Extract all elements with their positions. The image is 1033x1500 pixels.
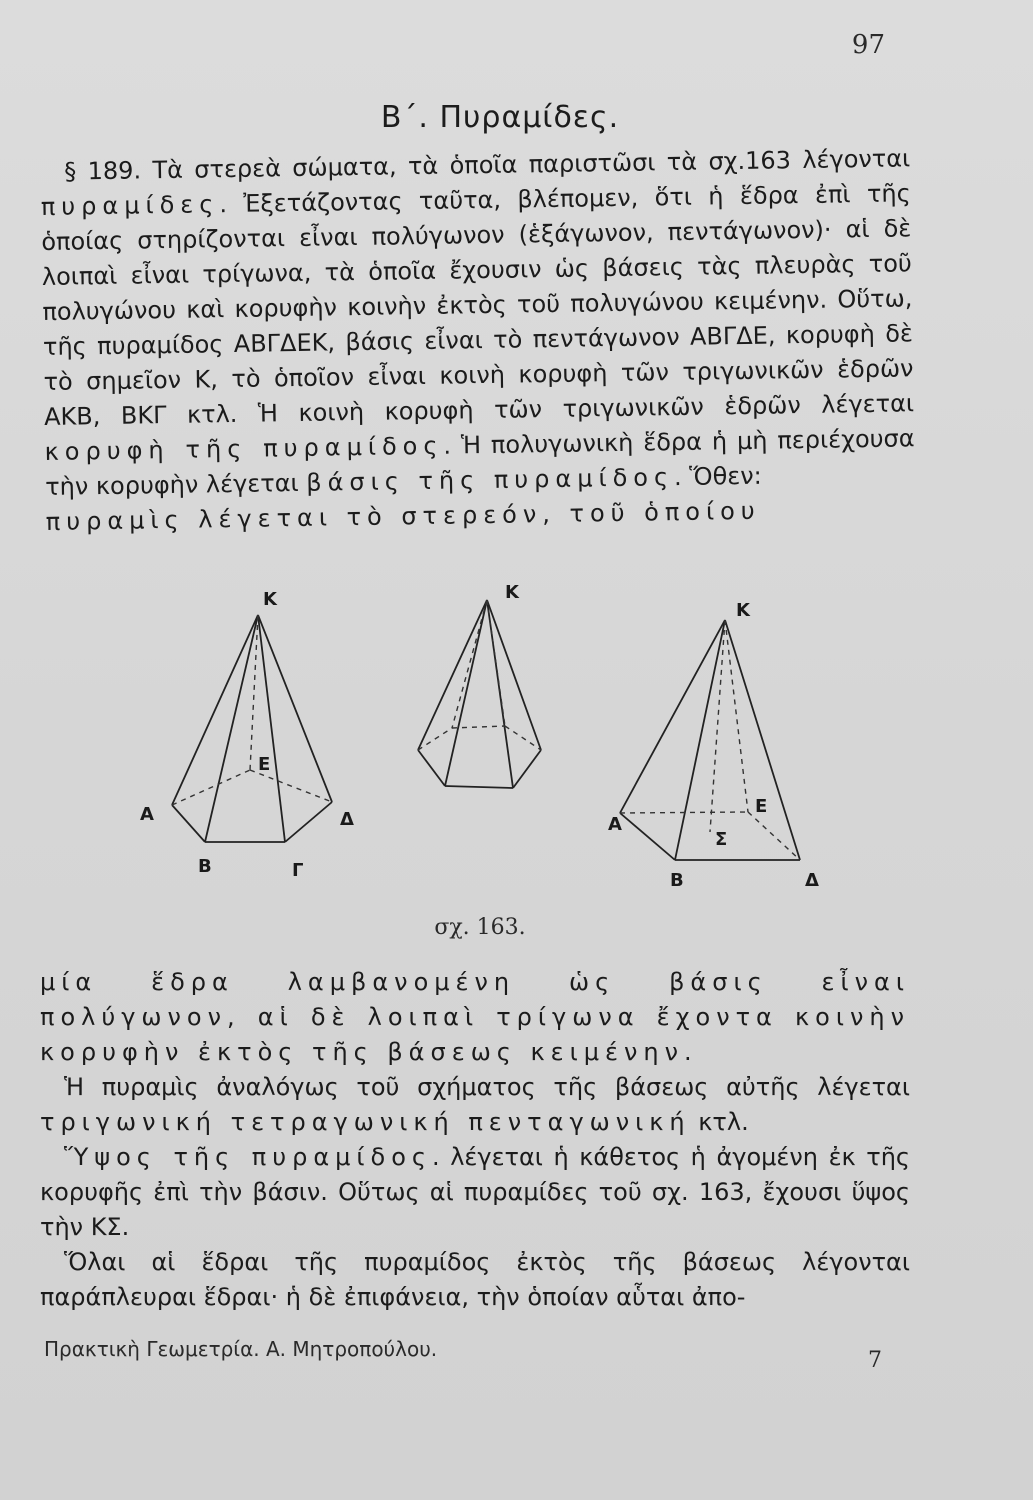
paragraph-lead: § 189. Τὰ στερεὰ σώματα, τὰ ὁποῖα παριστῶσι τὰ σχ.163 λέγονται	[64, 144, 911, 186]
naming-paragraph	[40, 1070, 910, 1140]
page-number: 97	[851, 30, 885, 60]
term-height: Ὕψος τῆς πυραμίδος	[64, 1143, 432, 1171]
label-d-1: Δ	[340, 809, 354, 830]
pyramids-diagram	[100, 580, 920, 890]
pyramid-3	[608, 600, 819, 890]
paragraph-part3: . Ἡ πολυγωνικὴ ἕδρα ἡ μὴ περιέχουσα τὴν κορυφὴν λέγεται	[44, 424, 915, 501]
label-k-3: Κ	[736, 600, 750, 621]
naming-tail: κτλ.	[698, 1108, 749, 1136]
label-e-3: Ε	[755, 796, 768, 817]
figure-163	[100, 580, 920, 890]
definition-start: πυραμὶς λέγεται τὸ στερεόν, τοῦ ὁποίου	[45, 496, 761, 536]
naming-terms: τριγωνική τετραγωνική πενταγωνική	[40, 1108, 691, 1136]
footer-book-title: Πρακτικὴ Γεωμετρία. Α. Μητροπούλου.	[44, 1337, 438, 1361]
label-d-3: Δ	[805, 870, 819, 890]
section-title: Β΄. Πυραμίδες.	[380, 100, 620, 135]
footer-signature: 7	[868, 1348, 882, 1373]
definition-continued: μία ἕδρα λαμβανομένη ὡς βάσις εἶναι πολύγωνον, αἱ δὲ λοιπαὶ τρίγωνα ἔχοντα κοινὴν κορυφὴν ἐκτὸς τῆς βάσεως κειμένην.	[40, 968, 910, 1066]
label-k-2: Κ	[505, 582, 519, 603]
paragraph-part4: . Ὅθεν:	[673, 461, 762, 492]
label-a-3: Α	[608, 814, 622, 835]
paragraph-continued	[40, 965, 910, 1315]
lateral-paragraph: Ὅλαι αἱ ἕδραι τῆς πυραμίδος ἐκτὸς τῆς βάσεως λέγονται παράπλευραι ἕδραι· ἡ δὲ ἐπιφάνεια, τὴν ὁποίαν αὗται ἀπο-	[40, 1248, 910, 1311]
paragraph-189	[40, 141, 916, 540]
naming-lead: Ἡ πυραμὶς ἀναλόγως τοῦ σχήματος τῆς βάσεως αὐτῆς λέγεται	[64, 1073, 910, 1101]
label-a-1: Α	[140, 804, 154, 825]
figure-caption: σχ. 163.	[434, 915, 526, 940]
label-b-1: Β	[198, 856, 212, 877]
label-s-3: Σ	[715, 829, 728, 850]
pyramid-1	[140, 589, 354, 881]
label-b-3: Β	[670, 870, 684, 890]
label-g-1: Γ	[292, 860, 304, 881]
term-pyramids: πυραμίδες	[40, 190, 220, 221]
term-base: βάσις τῆς πυραμίδος	[306, 463, 675, 497]
label-k-1: Κ	[263, 589, 277, 610]
paragraph-189-text	[40, 141, 915, 505]
height-paragraph	[40, 1140, 910, 1245]
height-text: . λέγεται ἡ κάθετος ἡ ἀγομένη ἐκ τῆς κορυφῆς ἐπὶ τὴν βάσιν. Οὕτως αἱ πυραμίδες τοῦ σχ. 163, ἔχουσι ὕψος τὴν ΚΣ.	[40, 1143, 910, 1241]
label-e-1: Ε	[258, 754, 271, 775]
pyramid-2	[418, 582, 541, 788]
paragraph-part2: . Ἐξετάζοντας ταῦτα, βλέπομεν, ὅτι ἡ ἕδρα ἐπὶ τῆς ὁποίας στηρίζονται εἶναι πολύγωνον (ἑξάγωνον, πεντάγωνον)· αἱ δὲ λοιπαὶ εἶναι τρίγωνα, τὰ ὁποῖα ἔχουσιν ὡς βάσεις τὰς πλευρὰς τοῦ πολυγώνου καὶ κορυφὴν κοινὴν ἐκτὸς τοῦ πολυγώνου κειμένην. Οὕτω, τῆς πυραμίδος ΑΒΓΔΕΚ, βάσις εἶναι τὸ πεντάγωνον ΑΒΓΔΕ, κορυφὴ δὲ τὸ σημεῖον Κ, τὸ ὁποῖον εἶναι κοινὴ κορυφὴ τῶν τριγωνικῶν ἑδρῶν ΑΚΒ, ΒΚΓ κτλ. Ἡ κοινὴ κορυφὴ τῶν τριγωνικῶν ἑδρῶν λέγεται	[41, 179, 915, 431]
term-apex: κορυφὴ τῆς πυραμίδος	[44, 431, 444, 466]
